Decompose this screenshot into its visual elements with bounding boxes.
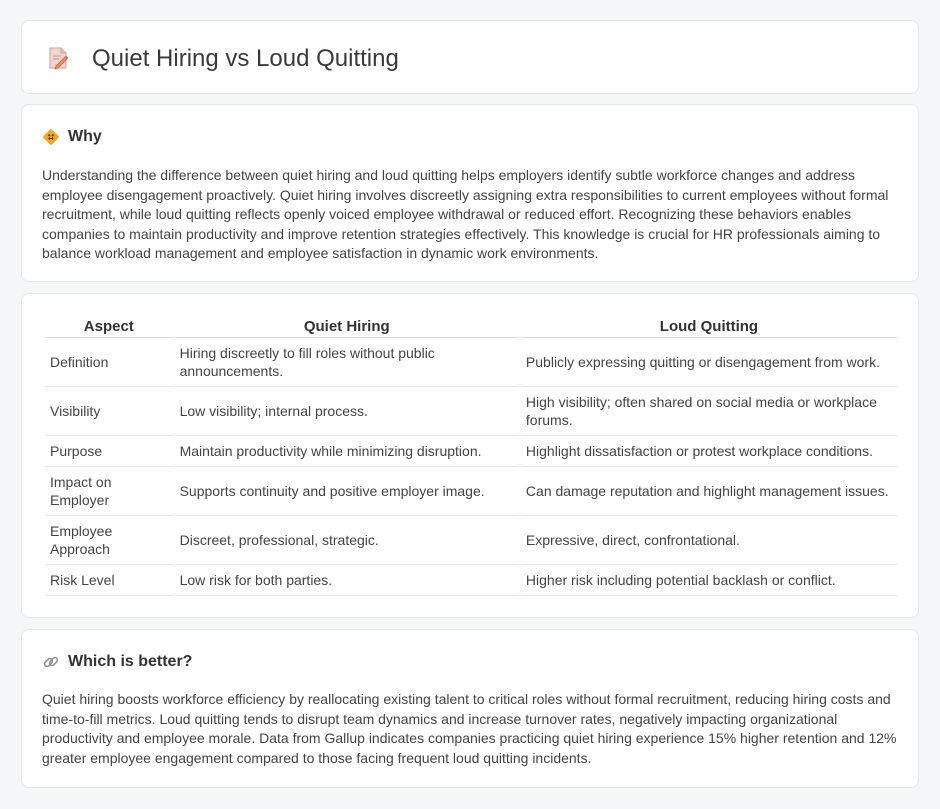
- loud-quitting-cell: Expressive, direct, confrontational.: [521, 516, 897, 565]
- aspect-cell: Purpose: [45, 436, 173, 467]
- table-row: [45, 387, 897, 436]
- column-header-quiet-hiring: Quiet Hiring: [175, 316, 519, 338]
- loud-quitting-cell: Highlight dissatisfaction or protest workplace conditions.: [521, 436, 897, 467]
- quiet-hiring-cell: Supports continuity and positive employer image.: [175, 467, 519, 516]
- page-title: Quiet Hiring vs Loud Quitting: [92, 45, 399, 72]
- which-is-better-section: [21, 629, 919, 788]
- quiet-hiring-cell: Low visibility; internal process.: [175, 387, 519, 436]
- quiet-hiring-cell: Maintain productivity while minimizing disruption.: [175, 436, 519, 467]
- table-row: [45, 467, 897, 516]
- table-row: [45, 565, 897, 596]
- loud-quitting-cell: Can damage reputation and highlight management issues.: [521, 467, 897, 516]
- aspect-cell: Impact on Employer: [45, 467, 173, 516]
- title-card: [21, 20, 919, 94]
- quiet-hiring-cell: Low risk for both parties.: [175, 565, 519, 596]
- document-pencil-icon: [47, 46, 69, 70]
- table-row: [45, 338, 897, 387]
- loud-quitting-cell: Higher risk including potential backlash or conflict.: [521, 565, 897, 596]
- column-header-loud-quitting: Loud Quitting: [521, 316, 897, 338]
- which-is-better-heading: [42, 652, 192, 672]
- aspect-cell: Visibility: [45, 387, 173, 436]
- comparison-card: [21, 293, 919, 618]
- why-heading: [42, 127, 102, 147]
- column-header-aspect: Aspect: [45, 316, 173, 338]
- why-text: Understanding the difference between quiet hiring and loud quitting helps employers identify subtle workforce changes and address employee disengagement proactively. Quiet hiring involves discreetly assigning extra responsibilities to current employees without formal recruitment, while loud quitting reflects openly voiced employee withdrawal or reduced effort. Recognizing these behaviors enables companies to maintain productivity and improve retention strategies effectively. This knowledge is crucial for HR professionals aiming to balance workload management and employee satisfaction in dynamic work environments.: [42, 167, 889, 262]
- diamond-sign-icon: [42, 128, 60, 146]
- aspect-cell: Definition: [45, 338, 173, 387]
- quiet-hiring-cell: Hiring discreetly to fill roles without public announcements.: [175, 338, 519, 387]
- aspect-cell: Employee Approach: [45, 516, 173, 565]
- loud-quitting-cell: High visibility; often shared on social media or workplace forums.: [521, 387, 897, 436]
- which-is-better-text: Quiet hiring boosts workforce efficiency by reallocating existing talent to critical roles without formal recruitment, reducing hiring costs and time-to-fill metrics. Loud quitting tends to disrupt team dynamics and increase turnover rates, negatively impacting organizational productivity and employee morale. Data from Gallup indicates companies practicing quiet hiring experience 15% higher retention and 12% greater employee engagement compared to those facing frequent loud quitting incidents.: [42, 691, 897, 766]
- quiet-hiring-cell: Discreet, professional, strategic.: [175, 516, 519, 565]
- table-header-row: [45, 316, 897, 338]
- link-icon: [42, 653, 60, 671]
- comparison-table: [43, 316, 899, 596]
- why-title: Why: [68, 128, 102, 145]
- loud-quitting-cell: Publicly expressing quitting or disengagement from work.: [521, 338, 897, 387]
- table-row: [45, 436, 897, 467]
- which-is-better-title: Which is better?: [68, 653, 193, 670]
- why-section: [21, 104, 919, 282]
- table-row: [45, 516, 897, 565]
- aspect-cell: Risk Level: [45, 565, 173, 596]
